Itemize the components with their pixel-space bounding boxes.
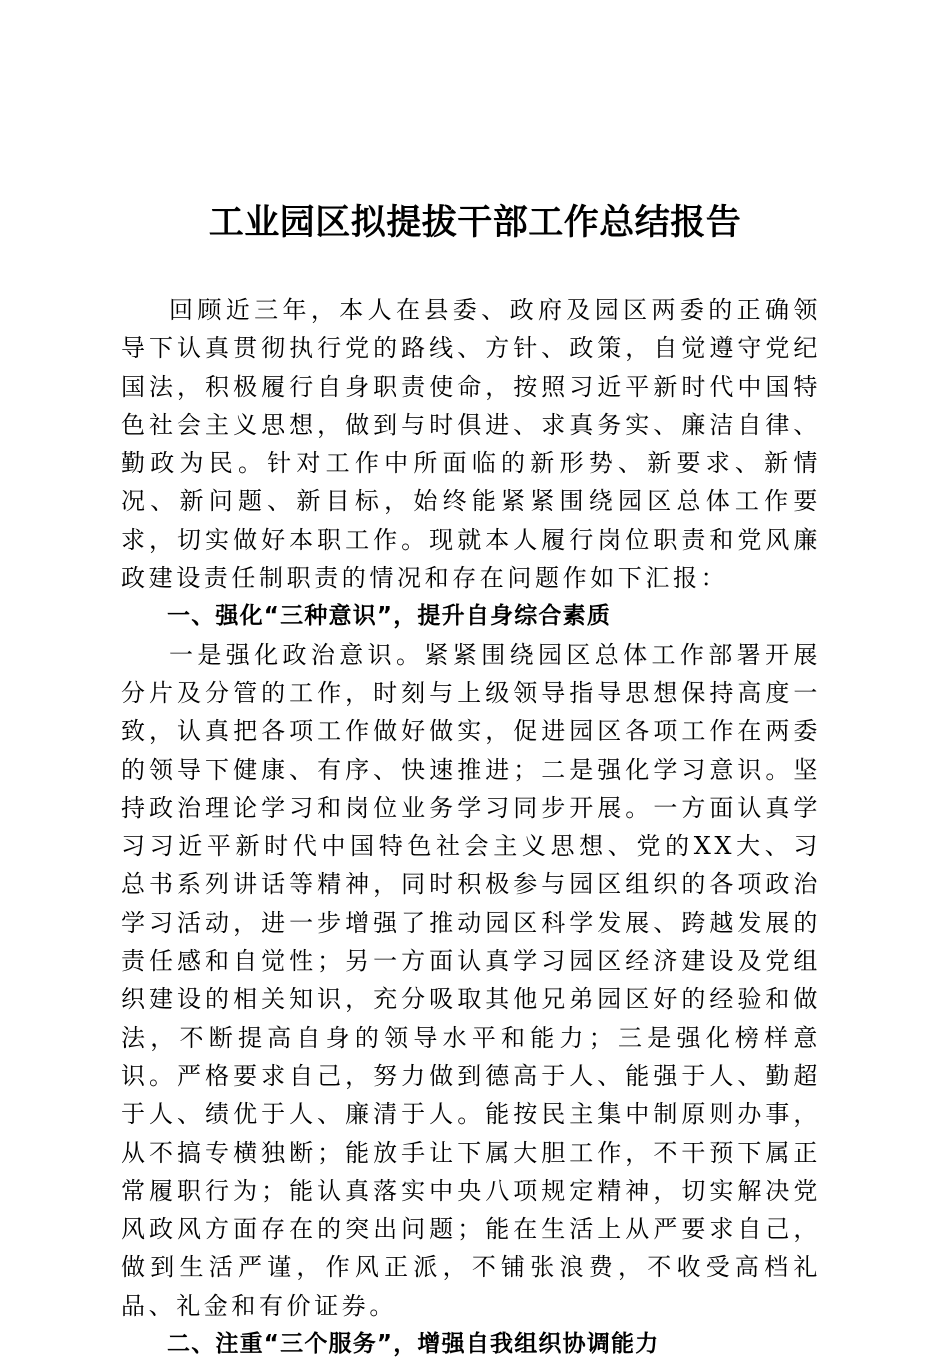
intro-paragraph: 回顾近三年，本人在县委、政府及园区两委的正确领导下认真贯彻执行党的路线、方针、政策，自觉遵守党纪国法，积极履行自身职责使命，按照习近平新时代中国特色社会主义思想，做到与时俱进、求真务实、廉洁自律、勤政为民。针对工作中所面临的新形势、新要求、新情况、新问题、新目标，始终能紧紧围绕园区总体工作要求，切实做好本职工作。现就本人履行岗位职责和党风廉政建设责任制职责的情况和存在问题作如下汇报： xyxy=(121,296,821,593)
document-title: 工业园区拟提拔干部工作总结报告 xyxy=(208,202,742,243)
section-1-heading: 一、强化“三种意识”，提升自身综合素质 xyxy=(167,603,612,630)
section-1-paragraph: 一是强化政治意识。紧紧围绕园区总体工作部署开展分片及分管的工作，时刻与上级领导指导思想保持高度一致，认真把各项工作做好做实，促进园区各项工作在两委的领导下健康、有序、快速推进；二是强化学习意识。坚持政治理论学习和岗位业务学习同步开展。一方面认真学习习近平新时代中国特色社会主义思想、党的XX大、习总书系列讲话等精神，同时积极参与园区组织的各项政治学习活动，进一步增强了推动园区科学发展、跨越发展的责任感和自觉性；另一方面认真学习园区经济建设及党组织建设的相关知识，充分吸取其他兄弟园区好的经验和做法，不断提高自身的领导水平和能力；三是强化榜样意识。严格要求自己，努力做到德高于人、能强于人、勤超于人、绩优于人、廉清于人。能按民主集中制原则办事，从不搞专横独断；能放手让下属大胆工作，不干预下属正常履职行为；能认真落实中央八项规定精神，切实解决党风政风方面存在的突出问题；能在生活上从严要求自己，做到生活严谨，作风正派，不铺张浪费，不收受高档礼品、礼金和有价证券。 xyxy=(121,640,821,1320)
section-2-heading: 二、注重“三个服务”，增强自我组织协调能力 xyxy=(167,1331,660,1358)
document-body xyxy=(121,291,821,1363)
